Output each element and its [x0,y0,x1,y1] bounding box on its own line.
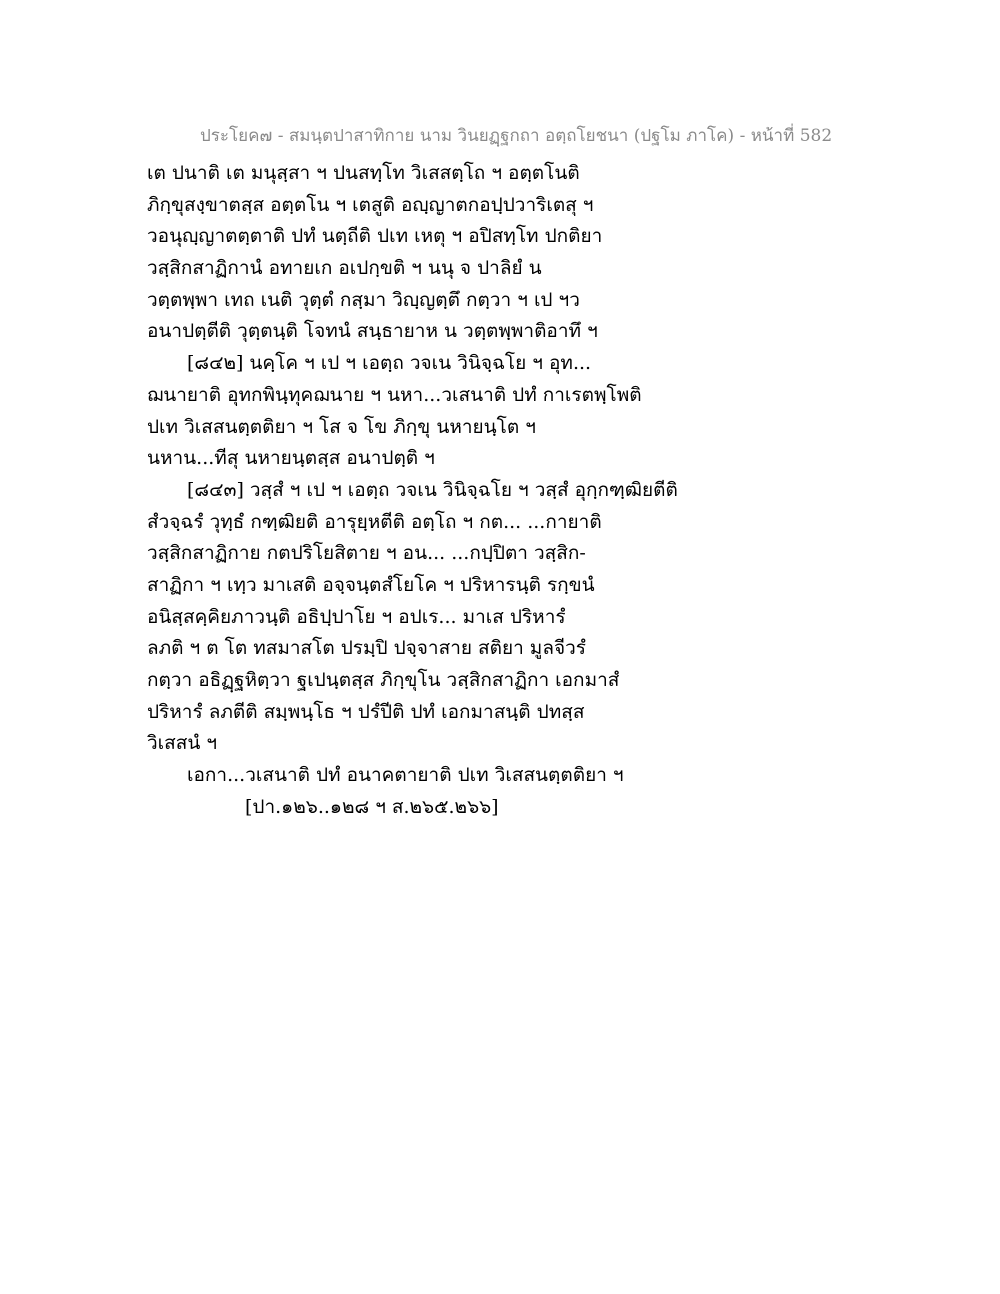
text-line: ภิกฺขุสงฺขาตสฺส อตฺตโน ฯ เตสูติ อญฺญาตกอปฺปวาริเตสุ ฯ [147,193,594,216]
text-line: วิเสสนํ ฯ [147,732,218,755]
running-header: ประโยค๗ - สมนฺตปาสาทิกาย นาม วินยฏฺฐกถา อตฺถโยชนา (ปฐโม ภาโค) - หน้าที่ 582 [200,126,833,146]
text-line: [๘๔๒] นคฺโค ฯ เป ฯ เอตฺถ วจเน วินิจฺฉโย ฯ อุท... [187,352,592,375]
text-line: กตฺวา อธิฏฺฐหิตฺวา ฐเปนฺตสฺส ภิกฺขุโน วสฺสิกสาฏิกา เอกมาสํ [147,669,620,691]
body-text [147,158,867,823]
text-line: นหาน...ทีสุ นหายนฺตสฺส อนาปตฺติ ฯ [147,447,435,470]
text-line: เต ปนาติ เต มนุสฺสา ฯ ปนสทฺโท วิเสสตฺโถ ฯ อตฺตโนติ [147,162,580,184]
text-line: [๘๔๓] วสฺสํ ฯ เป ฯ เอตฺถ วจเน วินิจฺฉโย ฯ วสฺสํ อุกฺกฑฺฒิยตีติ [187,478,678,501]
text-line: อนิสฺสคฺคิยภาวนฺติ อธิปฺปาโย ฯ อปเร... มาเส ปริหารํ [147,605,566,628]
text-line: วสฺสิกสาฏิกานํ อทายเก อเปกฺขติ ฯ นนุ จ ปาลิยํ น [147,257,542,280]
text-line: สํวจฺฉรํ วุทฺธํ กฑฺฒิยติ อารุยฺหตีติ อตฺโถ ฯ กต... ...กายาติ [147,510,602,533]
text-line: วตฺตพฺพา เทถ เนติ วุตฺตํ กสฺมา วิญฺญตฺตึ กตฺวา ฯ เป ฯว [147,288,580,311]
text-line: ลภติ ฯ ต โต ทสมาสโต ปรมฺปิ ปจฺจาสาย สติยา มูลจีวรํ [147,637,586,660]
text-line: สาฏิกา ฯ เทฺว มาเสติ อจฺจนฺตสํโยโค ฯ ปริหารนฺติ รกฺขนํ [147,573,595,596]
text-line: ปเท วิเสสนตฺตติยา ฯ โส จ โข ภิกฺขุ นหายนฺโต ฯ [147,415,536,438]
text-line: ปริหารํ ลภตีติ สมฺพนฺโธ ฯ ปรํปีติ ปทํ เอกมาสนฺติ ปทสฺส [147,700,585,723]
text-line: วสฺสิกสาฏิกาย กตปริโยสิตาย ฯ อน... ...กปฺปิตา วสฺสิก- [147,542,586,565]
text-line: เอกา...วเสนาติ ปทํ อนาคตายาติ ปเท วิเสสนตฺตติยา ฯ [187,764,624,787]
text-line: วอนุญฺญาตตฺตาติ ปทํ นตฺถีติ ปเท เหตุ ฯ อปิสทฺโท ปกติยา [147,225,603,248]
reference-citation: [ปา.๑๒๖..๑๒๘ ฯ ส.๒๖๕.๒๖๖] [245,795,499,818]
text-line: อนาปตฺตีติ วุตฺตนฺติ โจทนํ สนฺธายาห น วตฺตพฺพาติอาทึ ฯ [147,320,598,343]
text-line: ฌนายาติ อุทกพินฺทุคฌนาย ฯ นหา...วเสนาติ ปทํ กาเรตพฺโพติ [147,383,642,406]
